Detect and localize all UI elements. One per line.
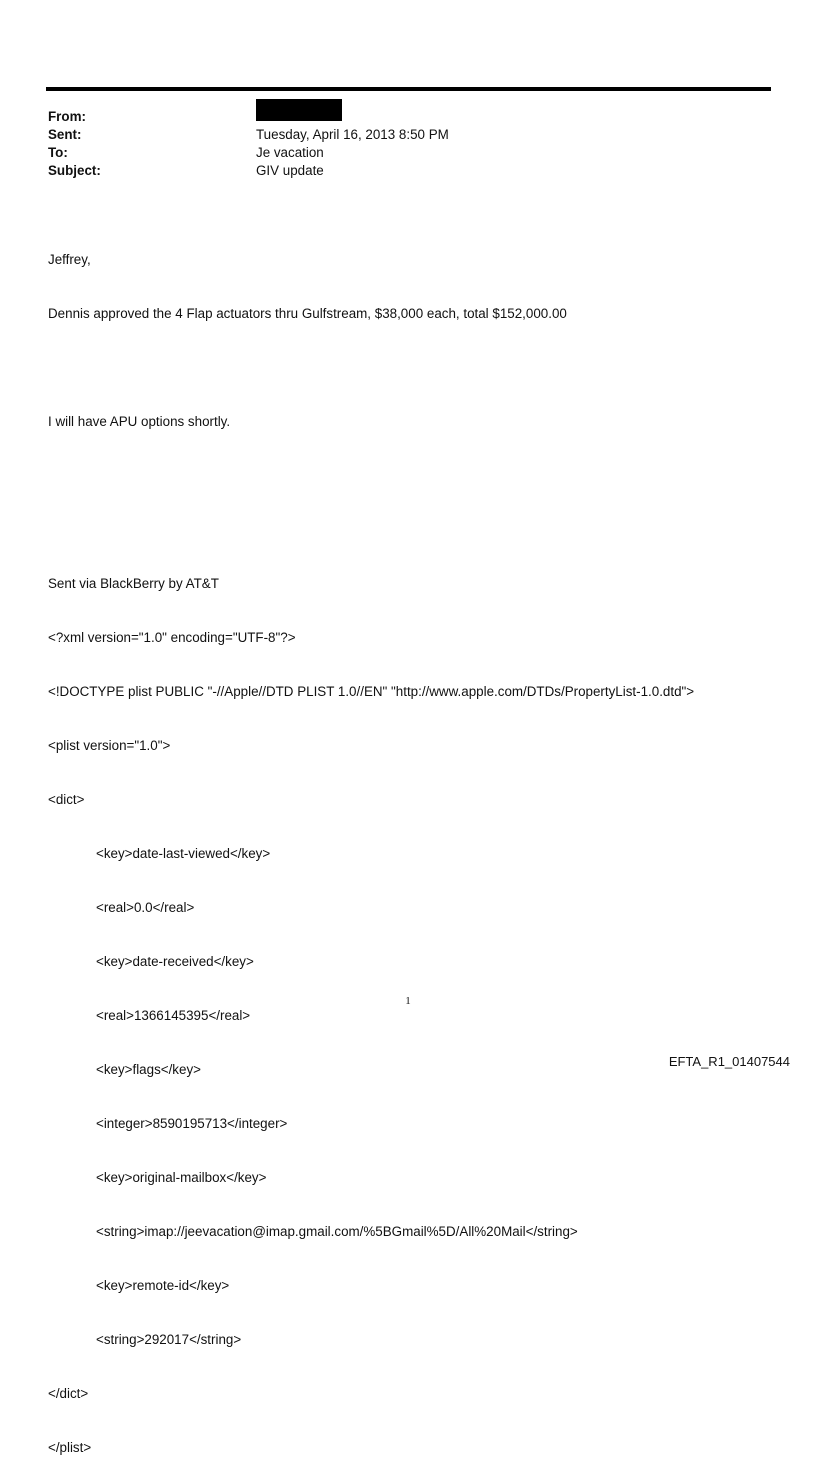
body-line-apu: I will have APU options shortly. <box>48 414 231 429</box>
xml-line: </dict> <box>48 1386 89 1401</box>
xml-line: </plist> <box>48 1440 92 1455</box>
xml-line: <key>flags</key> <box>96 1062 201 1077</box>
document-id: EFTA_R1_01407544 <box>668 1054 790 1069</box>
signature: Sent via BlackBerry by AT&T <box>48 576 219 591</box>
xml-line: <!DOCTYPE plist PUBLIC "-//Apple//DTD PLIST 1.0//EN" "http://www.apple.com/DTDs/PropertyList-1.0.dtd"> <box>48 684 695 699</box>
greeting: Jeffrey, <box>48 252 91 267</box>
xml-line: <key>date-received</key> <box>96 954 254 969</box>
subject-value: GIV update <box>256 163 324 178</box>
to-label: To: <box>48 145 68 160</box>
xml-line: <real>0.0</real> <box>96 900 195 915</box>
from-label: From: <box>48 109 86 124</box>
sent-value: Tuesday, April 16, 2013 8:50 PM <box>256 127 449 142</box>
xml-line: <?xml version="1.0" encoding="UTF-8"?> <box>48 630 296 645</box>
xml-line: <integer>8590195713</integer> <box>96 1116 288 1131</box>
xml-line: <key>remote-id</key> <box>96 1278 230 1293</box>
to-value: Je vacation <box>256 145 324 160</box>
xml-line: <key>date-last-viewed</key> <box>96 846 271 861</box>
body-line-approval: Dennis approved the 4 Flap actuators thru Gulfstream, $38,000 each, total $152,000.00 <box>48 306 567 321</box>
xml-line: <string>292017</string> <box>96 1332 242 1347</box>
email-body <box>48 215 694 1475</box>
redaction-block <box>256 99 342 121</box>
from-value-redacted <box>256 108 342 126</box>
header-rule <box>46 87 771 91</box>
blank-line <box>48 467 694 485</box>
xml-line: <real>1366145395</real> <box>96 1008 251 1023</box>
blank-line <box>48 521 694 539</box>
sent-label: Sent: <box>48 127 82 142</box>
xml-line: <key>original-mailbox</key> <box>96 1170 267 1185</box>
page-number: 1 <box>405 995 411 1007</box>
xml-line: <string>imap://jeevacation@imap.gmail.com/%5BGmail%5D/All%20Mail</string> <box>96 1224 578 1239</box>
xml-line: <plist version="1.0"> <box>48 738 171 753</box>
xml-line: <dict> <box>48 792 85 807</box>
subject-label: Subject: <box>48 163 101 178</box>
blank-line <box>48 359 694 377</box>
